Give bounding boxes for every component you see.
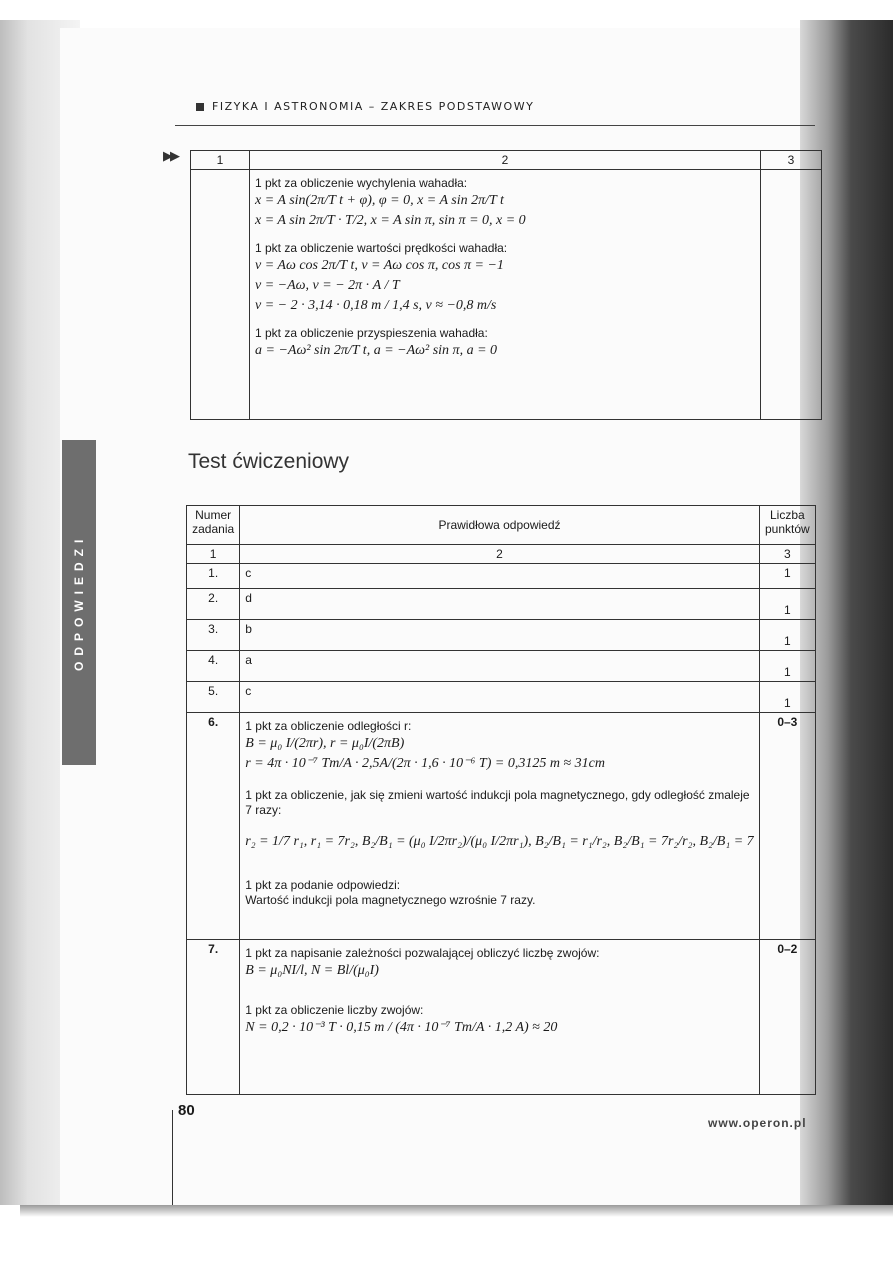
task-number: 3.: [187, 620, 240, 651]
table-row: [187, 651, 816, 682]
points-cell: 1: [759, 651, 815, 682]
section-title: Test ćwiczeniowy: [188, 450, 350, 473]
sidebar-tab: [62, 440, 96, 765]
equation-line: r₂ = 1/7 r₁, r₁ = 7r₂, B₂/B₁ = (μ₀ I/2πr₂)/(μ₀ I/2πr₁), B₂/B₁ = r₁/r₂, B₂/B₁ = 7r₂/r₂, B₂/B₁ = 7: [245, 834, 754, 849]
task-number: 7.: [187, 940, 240, 1095]
table-row: [187, 682, 816, 713]
task-number: 5.: [187, 682, 240, 713]
col-number: 1: [191, 151, 250, 170]
equation-line: B = μ₀ I/(2πr), r = μ₀I/(2πB): [245, 736, 405, 751]
website-link[interactable]: www.operon.pl: [708, 1116, 807, 1130]
points-cell: 1: [759, 620, 815, 651]
col-number: 3: [759, 545, 815, 564]
equation-line: v = − 2 · 3,14 · 0,18 m / 1,4 s, v ≈ −0,8 m/s: [255, 298, 497, 313]
scoring-heading: 1 pkt za obliczenie wychylenia wahadła:: [255, 176, 468, 190]
answer-table: [186, 505, 816, 1095]
page-edge-line: [172, 1110, 173, 1210]
header-row: [187, 506, 816, 545]
scoring-heading: 1 pkt za obliczenie liczby zwojów:: [245, 1003, 424, 1017]
answer-cell: b: [240, 620, 759, 651]
col-number: 2: [250, 151, 761, 170]
table-row: [187, 620, 816, 651]
header-points: Liczba punktów: [759, 506, 815, 545]
equation-line: x = A sin 2π/T · T/2, x = A sin π, sin π = 0, x = 0: [255, 213, 526, 228]
col-number: 3: [761, 151, 822, 170]
header-rule: [175, 125, 815, 126]
scoring-heading: 1 pkt za obliczenie wartości prędkości wahadła:: [255, 241, 508, 255]
scoring-heading: 1 pkt za podanie odpowiedzi:: [245, 878, 401, 892]
square-bullet-icon: [196, 103, 204, 111]
answer-cell: d: [240, 589, 759, 620]
col-number: 1: [187, 545, 240, 564]
table-row: [191, 170, 822, 420]
scan-bottom-shadow: [20, 1205, 893, 1217]
task-number: 1.: [187, 564, 240, 589]
solution-cell: [240, 713, 759, 940]
page-header: FIZYKA I ASTRONOMIA – ZAKRES PODSTAWOWY: [196, 100, 534, 113]
equation-line: x = A sin(2π/T t + φ), φ = 0, x = A sin 2π/T t: [255, 193, 504, 208]
header-answer: Prawidłowa odpowiedź: [240, 506, 759, 545]
task-number: 6.: [187, 713, 240, 940]
table-row: [187, 589, 816, 620]
points-cell: 1: [759, 589, 815, 620]
column-number-row: [187, 545, 816, 564]
solution-cell: [240, 940, 759, 1095]
table-row: [187, 564, 816, 589]
task-number: 4.: [187, 651, 240, 682]
double-arrow-icon: ▶▶: [163, 148, 177, 163]
equation-line: v = Aω cos 2π/T t, v = Aω cos π, cos π = −1: [255, 258, 504, 273]
scoring-heading: 1 pkt za obliczenie odległości r:: [245, 719, 412, 733]
points-cell: 0–3: [759, 713, 815, 940]
equation-line: a = −Aω² sin 2π/T t, a = −Aω² sin π, a = 0: [255, 343, 498, 358]
equation-line: v = −Aω, v = − 2π · A / T: [255, 278, 400, 293]
points-cell: 1: [759, 682, 815, 713]
page-number: 80: [178, 1102, 195, 1119]
scoring-heading: 1 pkt za obliczenie, jak się zmieni wartość indukcji pola magnetycznego, gdy odległość zmaleje 7 razy:: [245, 788, 750, 817]
points-cell: 1: [759, 564, 815, 589]
equation-line: r = 4π · 10⁻⁷ Tm/A · 2,5A/(2π · 1,6 · 10⁻⁶ T) = 0,3125 m ≈ 31cm: [245, 756, 605, 771]
answer-cell: c: [240, 682, 759, 713]
final-answer: Wartość indukcji pola magnetycznego wzrośnie 7 razy.: [245, 893, 536, 907]
task-number: 2.: [187, 589, 240, 620]
solution-cell: [250, 170, 761, 420]
column-number-row: [191, 151, 822, 170]
scoring-heading: 1 pkt za napisanie zależności pozwalającej obliczyć liczbę zwojów:: [245, 946, 600, 960]
answer-cell: a: [240, 651, 759, 682]
table-row: [187, 940, 816, 1095]
col-number: 2: [240, 545, 759, 564]
points-cell: 0–2: [759, 940, 815, 1095]
equation-line: B = μ₀NI/l, N = Bl/(μ₀I): [245, 963, 379, 978]
answer-table-continuation: [190, 150, 822, 420]
equation-line: N = 0,2 · 10⁻³ T · 0,15 m / (4π · 10⁻⁷ Tm/A · 1,2 A) ≈ 20: [245, 1020, 558, 1035]
empty-cell: [761, 170, 822, 420]
header-number: Numer zadania: [187, 506, 240, 545]
answer-cell: c: [240, 564, 759, 589]
scoring-heading: 1 pkt za obliczenie przyspieszenia wahadła:: [255, 326, 488, 340]
sidebar-label: ODPOWIEDZI: [72, 533, 86, 672]
empty-cell: [191, 170, 250, 420]
table-row: [187, 713, 816, 940]
